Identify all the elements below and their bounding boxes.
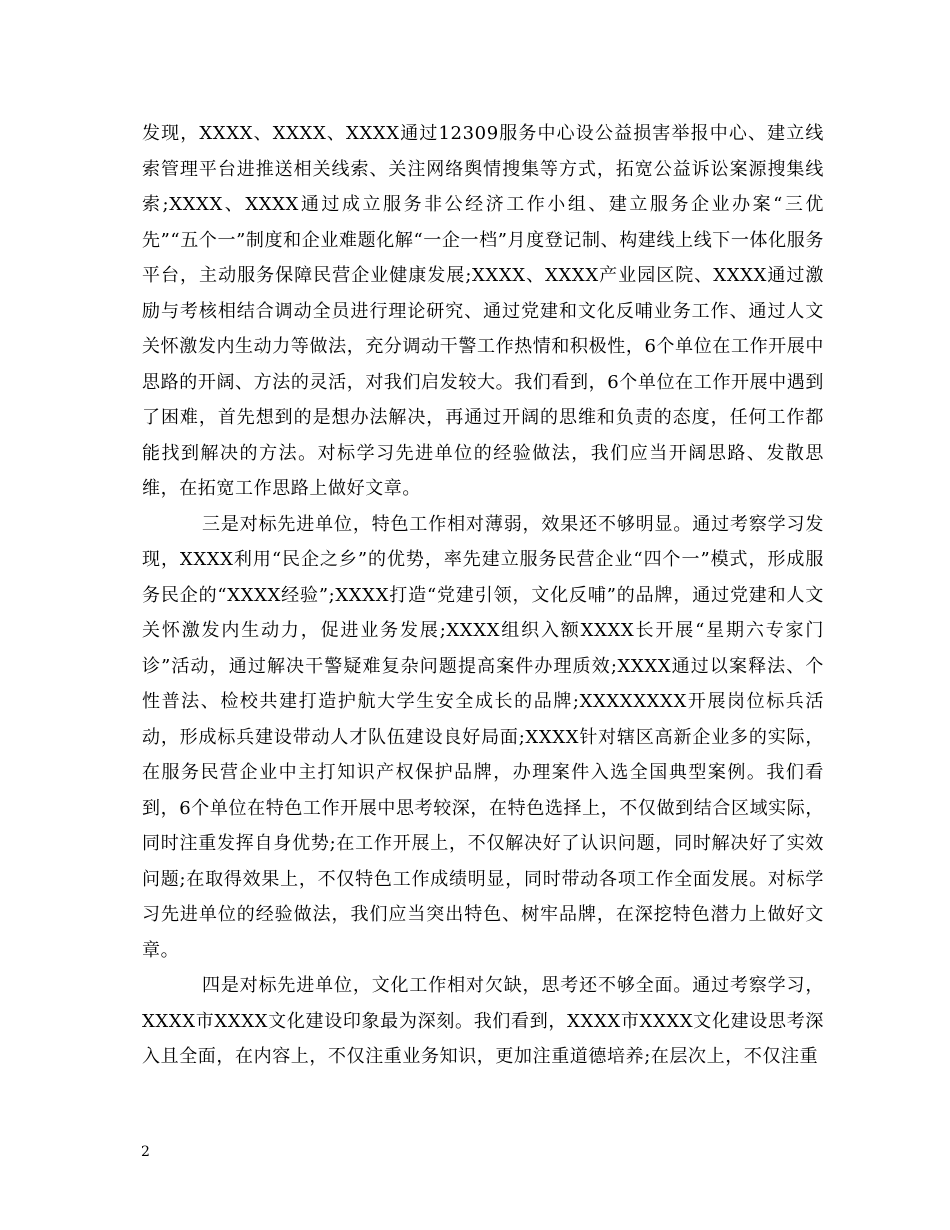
- paragraph-continuation: 发现，XXXX、XXXX、XXXX通过12309服务中心设公益损害举报中心、建立线索管理平台进推送相关线索、关注网络舆情搜集等方式，拓宽公益诉讼案源搜集线索;XXXX、XXXX通过成立服务非公经济工作小组、建立服务企业办案“三优先”“五个一”制度和企业难题化解“一企一档”月度登记制、构建线上线下一体化服务平台，主动服务保障民营企业健康发展;XXXX、XXXX产业园区院、XXXX通过激励与考核相结合调动全员进行理论研究、通过党建和文化反哺业务工作、通过人文关怀激发内生动力等做法，充分调动干警工作热情和积极性，6个单位在工作开展中思路的开阔、方法的灵活，对我们启发较大。我们看到，6个单位在工作开展中遇到了困难，首先想到的是想办法解决，再通过开阔的思维和负责的态度，任何工作都能找到解决的方法。对标学习先进单位的经验做法，我们应当开阔思路、发散思维，在拓宽工作思路上做好文章。: [142, 123, 824, 499]
- body-text: [142, 116, 824, 1075]
- paragraph-point-four: 四是对标先进单位，文化工作相对欠缺，思考还不够全面。通过考察学习，XXXX市XXXX文化建设印象最为深刻。我们看到，XXXX市XXXX文化建设思考深入且全面，在内容上，不仅注重业务知识，更加注重道德培养;在层次上，不仅注重: [142, 975, 824, 1067]
- page-number: 2: [141, 1144, 150, 1160]
- paragraph-point-three: 三是对标先进单位，特色工作相对薄弱，效果还不够明显。通过考察学习发现，XXXX利用“民企之乡”的优势，率先建立服务民营企业“四个一”模式，形成服务民企的“XXXX经验”;XXXX打造“党建引领，文化反哺”的品牌，通过党建和人文关怀激发内生动力，促进业务发展;XXXX组织入额XXXX长开展“星期六专家门诊”活动，通过解决干警疑难复杂问题提高案件办理质效;XXXX通过以案释法、个性普法、检校共建打造护航大学生安全成长的品牌;XXXXXXXX开展岗位标兵活动，形成标兵建设带动人才队伍建设良好局面;XXXX针对辖区高新企业多的实际，在服务民营企业中主打知识产权保护品牌，办理案件入选全国典型案例。我们看到，6个单位在特色工作开展中思考较深，在特色选择上，不仅做到结合区域实际，同时注重发挥自身优势;在工作开展上，不仅解决好了认识问题，同时解决好了实效问题;在取得效果上，不仅特色工作成绩明显，同时带动各项工作全面发展。对标学习先进单位的经验做法，我们应当突出特色、树牢品牌，在深挖特色潜力上做好文章。: [142, 513, 824, 961]
